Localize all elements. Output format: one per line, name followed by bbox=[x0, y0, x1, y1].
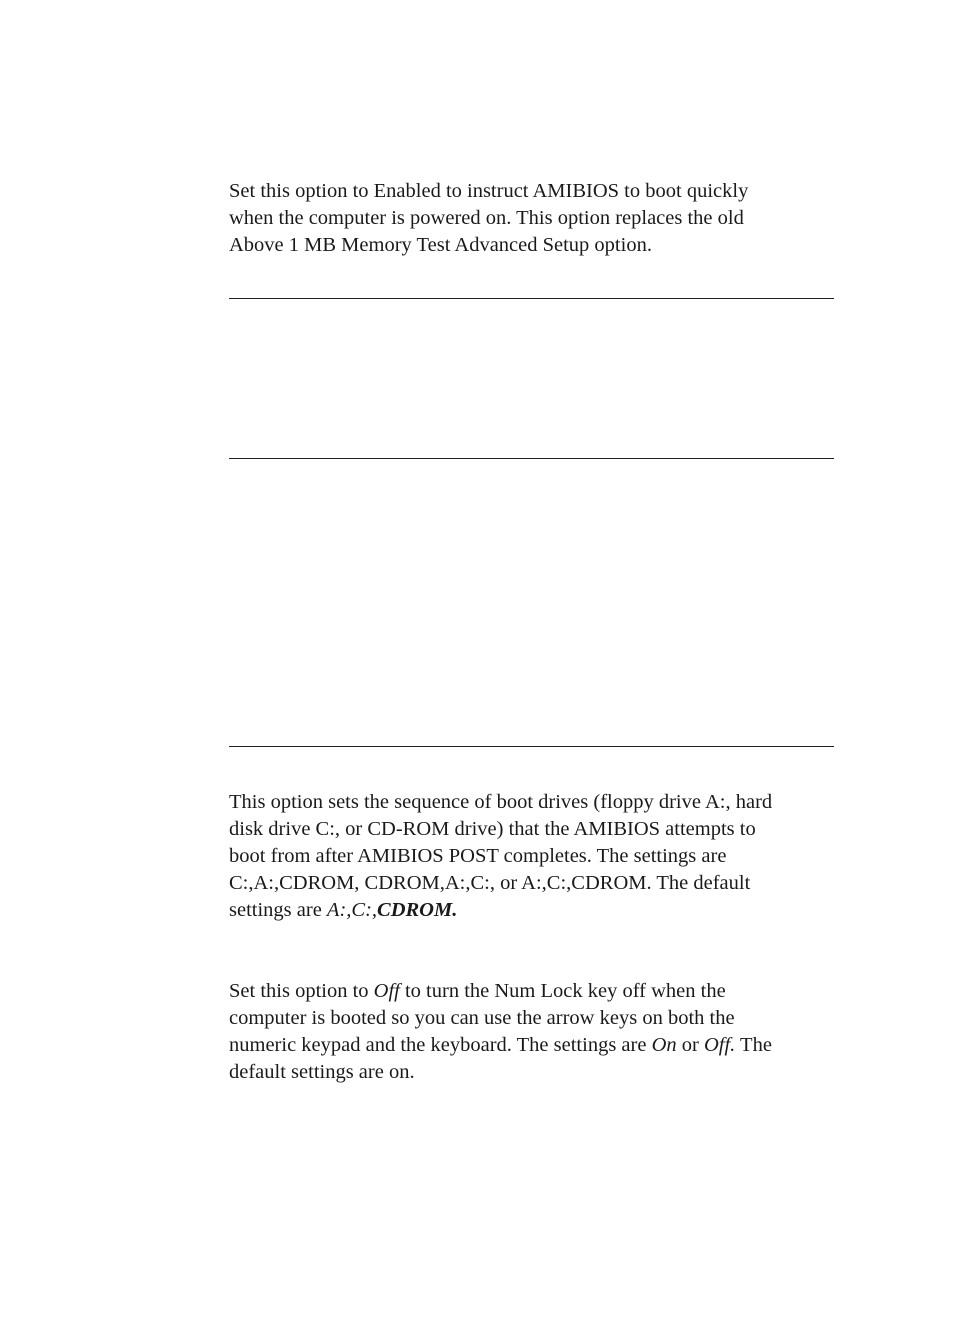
section-divider bbox=[229, 458, 834, 459]
text-line: computer is booted so you can use the arrow keys on both the bbox=[229, 1007, 735, 1029]
quick-boot-description bbox=[229, 178, 839, 259]
text-line: disk drive C:, or CD-ROM drive) that the AMIBIOS attempts to bbox=[229, 818, 756, 840]
num-lock-description bbox=[229, 978, 839, 1086]
default-value-italic: A:,C:, bbox=[326, 899, 378, 921]
text-line bbox=[229, 1032, 839, 1059]
off-setting-term: Off bbox=[373, 980, 400, 1002]
text-line bbox=[229, 897, 839, 924]
text-fragment: numeric keypad and the keyboard. The settings are bbox=[229, 1034, 652, 1056]
on-setting-term: On bbox=[651, 1034, 677, 1056]
text-line: boot from after AMIBIOS POST completes. The settings are bbox=[229, 845, 727, 867]
text-fragment: to turn the Num Lock key off when the bbox=[399, 980, 726, 1002]
text-line: Above 1 MB Memory Test Advanced Setup option. bbox=[229, 234, 652, 256]
text-line: when the computer is powered on. This option replaces the old bbox=[229, 207, 744, 229]
text-fragment: The bbox=[735, 1034, 772, 1056]
boot-sequence-description bbox=[229, 789, 839, 924]
text-line: This option sets the sequence of boot drives (floppy drive A:, hard bbox=[229, 791, 773, 813]
text-line: Set this option to Enabled to instruct AMIBIOS to boot quickly bbox=[229, 180, 749, 202]
text-line: default settings are on. bbox=[229, 1061, 415, 1083]
default-label: settings are bbox=[229, 899, 327, 921]
default-value-bold: CDROM. bbox=[377, 899, 458, 921]
section-divider bbox=[229, 298, 834, 299]
off-setting-term: Off. bbox=[703, 1034, 736, 1056]
text-line bbox=[229, 978, 839, 1005]
text-fragment: Set this option to bbox=[229, 980, 374, 1002]
section-divider bbox=[229, 746, 834, 747]
text-line: C:,A:,CDROM, CDROM,A:,C:, or A:,C:,CDROM. The default bbox=[229, 872, 751, 894]
text-fragment: or bbox=[676, 1034, 704, 1056]
